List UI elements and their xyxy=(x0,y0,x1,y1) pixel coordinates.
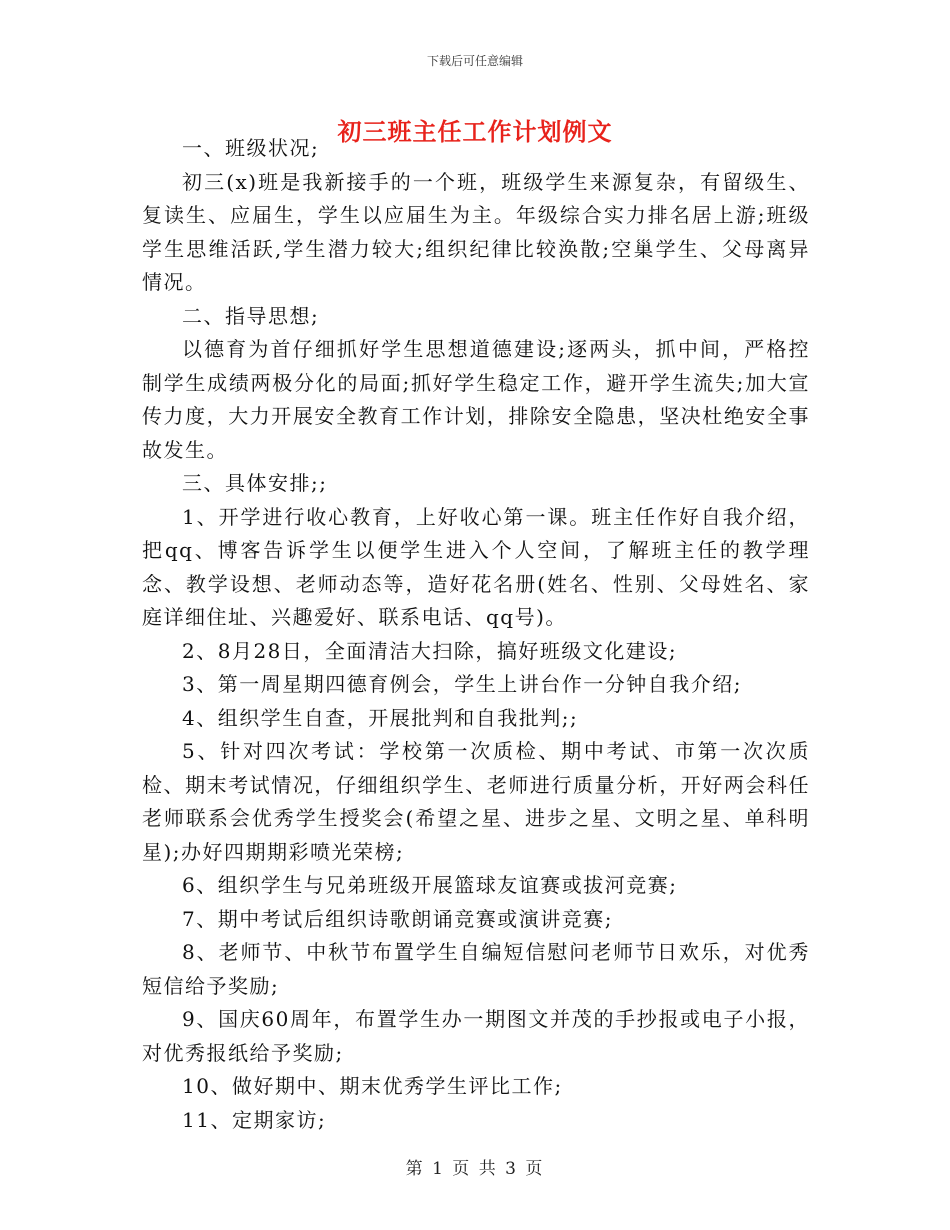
paragraph: 9、国庆60周年，布置学生办一期图文并茂的手抄报或电子小报，对优秀报纸给予奖励; xyxy=(142,1007,810,1065)
document-body xyxy=(142,132,810,1137)
paragraph: 二、指导思想; xyxy=(182,303,320,328)
header-note: 下载后可任意编辑 xyxy=(426,54,523,68)
paragraph: 11、定期家访; xyxy=(182,1107,327,1132)
page-footer: 第 1 页 共 3 页 xyxy=(405,1159,545,1179)
paragraph: 5、针对四次考试：学校第一次质检、期中考试、市第一次次质检、期末考试情况，仔细组织学生、老师进行质量分析，开好两会科任老师联系会优秀学生授奖会(希望之星、进步之星、文明之星、单科明星);办好四期期彩喷光荣榜; xyxy=(142,739,810,864)
paragraph: 3、第一周星期四德育例会，学生上讲台作一分钟自我介绍; xyxy=(182,672,742,696)
paragraph: 以德育为首仔细抓好学生思想道德建设;逐两头，抓中间，严格控制学生成绩两极分化的局面;抓好学生稳定工作，避开学生流失;加大宣传力度，大力开展安全教育工作计划，排除安全隐患，坚决杜绝安全事故发生。 xyxy=(142,337,810,462)
document-title: 初三班主任工作计划例文 xyxy=(337,117,613,146)
paragraph: 2、8月28日，全面清洁大扫除，搞好班级文化建设; xyxy=(182,638,678,663)
paragraph: 三、具体安排;; xyxy=(182,471,328,495)
paragraph: 1、开学进行收心教育，上好收心第一课。班主任作好自我介绍，把qq、博客告诉学生以便学生进入个人空间，了解班主任的教学理念、教学设想、老师动态等，造好花名册(姓名、性别、父母姓名、家庭详细住址、兴趣爱好、联系电话、qq号)。 xyxy=(142,504,810,629)
paragraph: 一、班级状况; xyxy=(182,136,320,160)
paragraph: 8、老师节、中秋节布置学生自编短信慰问老师节日欢乐，对优秀短信给予奖励; xyxy=(142,940,810,998)
paragraph: 7、期中考试后组织诗歌朗诵竞赛或演讲竞赛; xyxy=(182,906,613,931)
paragraph: 4、组织学生自查，开展批判和自我批判;; xyxy=(182,705,579,730)
paragraph: 6、组织学生与兄弟班级开展篮球友谊赛或拔河竞赛; xyxy=(182,873,678,897)
paragraph: 10、做好期中、期末优秀学生评比工作; xyxy=(182,1074,563,1098)
paragraph: 初三(x)班是我新接手的一个班，班级学生来源复杂，有留级生、复读生、应届生，学生以应届生为主。年级综合实力排名居上游;班级学生思维活跃,学生潜力较大;组织纪律比较涣散;空巢学生、父母离异情况。 xyxy=(142,169,810,294)
